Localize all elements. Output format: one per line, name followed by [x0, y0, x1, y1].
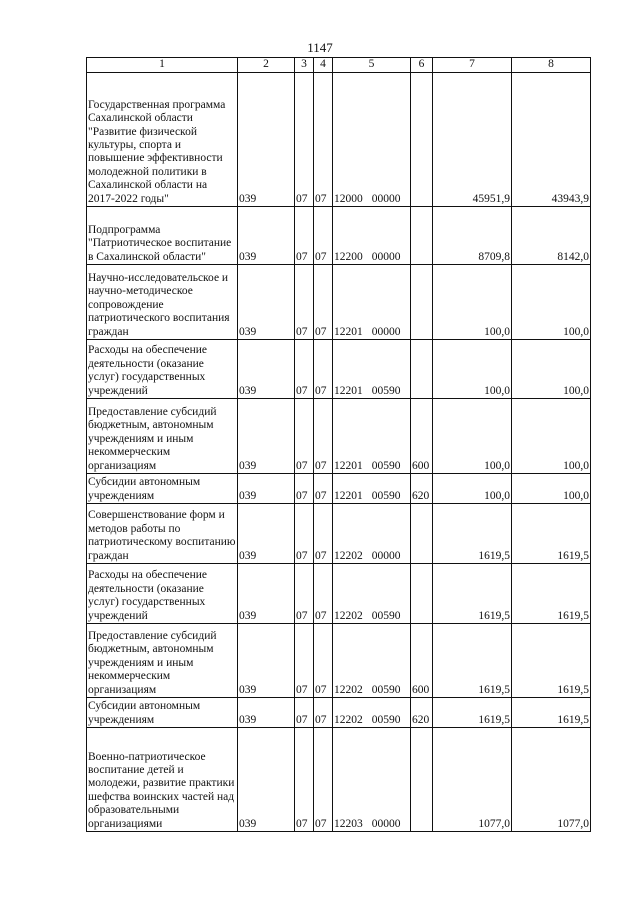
vr-code — [411, 207, 433, 265]
column-header: 6 — [411, 58, 433, 73]
csr-code: 12201 00590 — [333, 399, 411, 474]
ved-code: 039 — [238, 474, 295, 504]
vr-code — [411, 504, 433, 564]
csr-code: 12200 00000 — [333, 207, 411, 265]
razdel-code: 07 — [295, 265, 314, 340]
razdel-code: 07 — [295, 564, 314, 624]
razdel-code: 07 — [295, 624, 314, 698]
podrazdel-code: 07 — [314, 474, 333, 504]
row-name: Государственная программа Сахалинской области "Развитие физической культуры, спорта и повышение эффективности молодежной политики в Сахалинской области на 2017-2022 годы" — [87, 73, 238, 207]
amount-col8: 1077,0 — [512, 728, 591, 832]
amount-col8: 100,0 — [512, 474, 591, 504]
csr-code: 12202 00590 — [333, 564, 411, 624]
podrazdel-code: 07 — [314, 564, 333, 624]
column-header: 1 — [87, 58, 238, 73]
amount-col7: 100,0 — [433, 340, 512, 399]
ved-code: 039 — [238, 265, 295, 340]
razdel-code: 07 — [295, 698, 314, 728]
csr-code: 12202 00000 — [333, 504, 411, 564]
table-row — [87, 698, 591, 728]
row-name: Научно-исследовательское и научно-методическое сопровождение патриотического воспитания граждан — [87, 265, 238, 340]
table-row — [87, 399, 591, 474]
amount-col7: 1619,5 — [433, 624, 512, 698]
row-name: Субсидии автономным учреждениям — [87, 474, 238, 504]
table-row — [87, 474, 591, 504]
vr-code: 600 — [411, 399, 433, 474]
razdel-code: 07 — [295, 728, 314, 832]
table-row — [87, 340, 591, 399]
amount-col8: 1619,5 — [512, 564, 591, 624]
amount-col8: 1619,5 — [512, 624, 591, 698]
razdel-code: 07 — [295, 504, 314, 564]
amount-col7: 1619,5 — [433, 698, 512, 728]
row-name: Совершенствование форм и методов работы по патриотическому воспитанию граждан — [87, 504, 238, 564]
amount-col7: 45951,9 — [433, 73, 512, 207]
column-header: 4 — [314, 58, 333, 73]
ved-code: 039 — [238, 728, 295, 832]
amount-col7: 1077,0 — [433, 728, 512, 832]
razdel-code: 07 — [295, 474, 314, 504]
amount-col7: 1619,5 — [433, 564, 512, 624]
podrazdel-code: 07 — [314, 698, 333, 728]
csr-code: 12201 00590 — [333, 474, 411, 504]
ved-code: 039 — [238, 624, 295, 698]
razdel-code: 07 — [295, 73, 314, 207]
amount-col8: 1619,5 — [512, 504, 591, 564]
amount-col7: 100,0 — [433, 265, 512, 340]
column-header: 8 — [512, 58, 591, 73]
amount-col7: 8709,8 — [433, 207, 512, 265]
razdel-code: 07 — [295, 207, 314, 265]
podrazdel-code: 07 — [314, 399, 333, 474]
table-row — [87, 564, 591, 624]
podrazdel-code: 07 — [314, 728, 333, 832]
vr-code: 620 — [411, 698, 433, 728]
amount-col8: 100,0 — [512, 340, 591, 399]
row-name: Предоставление субсидий бюджетным, автономным учреждениям и иным некоммерческим организациям — [87, 624, 238, 698]
ved-code: 039 — [238, 207, 295, 265]
amount-col8: 8142,0 — [512, 207, 591, 265]
row-name: Расходы на обеспечение деятельности (оказание услуг) государственных учреждений — [87, 340, 238, 399]
csr-code: 12000 00000 — [333, 73, 411, 207]
column-header: 3 — [295, 58, 314, 73]
column-header: 2 — [238, 58, 295, 73]
table-row — [87, 504, 591, 564]
vr-code — [411, 564, 433, 624]
razdel-code: 07 — [295, 340, 314, 399]
csr-code: 12201 00590 — [333, 340, 411, 399]
csr-code: 12202 00590 — [333, 624, 411, 698]
header-row — [87, 58, 591, 73]
table-row — [87, 73, 591, 207]
ved-code: 039 — [238, 504, 295, 564]
amount-col8: 43943,9 — [512, 73, 591, 207]
csr-code: 12201 00000 — [333, 265, 411, 340]
row-name: Предоставление субсидий бюджетным, автономным учреждениям и иным некоммерческим организациям — [87, 399, 238, 474]
vr-code: 620 — [411, 474, 433, 504]
podrazdel-code: 07 — [314, 504, 333, 564]
row-name: Расходы на обеспечение деятельности (оказание услуг) государственных учреждений — [87, 564, 238, 624]
vr-code — [411, 265, 433, 340]
ved-code: 039 — [238, 340, 295, 399]
csr-code: 12202 00590 — [333, 698, 411, 728]
amount-col8: 100,0 — [512, 399, 591, 474]
column-header: 5 — [333, 58, 411, 73]
page-number: 1147 — [307, 40, 333, 55]
vr-code: 600 — [411, 624, 433, 698]
table-row — [87, 624, 591, 698]
amount-col8: 1619,5 — [512, 698, 591, 728]
podrazdel-code: 07 — [314, 340, 333, 399]
vr-code — [411, 728, 433, 832]
amount-col7: 100,0 — [433, 474, 512, 504]
ved-code: 039 — [238, 564, 295, 624]
podrazdel-code: 07 — [314, 207, 333, 265]
amount-col7: 1619,5 — [433, 504, 512, 564]
amount-col8: 100,0 — [512, 265, 591, 340]
podrazdel-code: 07 — [314, 265, 333, 340]
table-row — [87, 207, 591, 265]
amount-col7: 100,0 — [433, 399, 512, 474]
razdel-code: 07 — [295, 399, 314, 474]
table-row — [87, 728, 591, 832]
ved-code: 039 — [238, 73, 295, 207]
row-name: Подпрограмма "Патриотическое воспитание в Сахалинской области" — [87, 207, 238, 265]
row-name: Субсидии автономным учреждениям — [87, 698, 238, 728]
budget-table — [86, 57, 591, 832]
row-name: Военно-патриотическое воспитание детей и молодежи, развитие практики шефства воинских частей над образовательными организациями — [87, 728, 238, 832]
ved-code: 039 — [238, 399, 295, 474]
podrazdel-code: 07 — [314, 624, 333, 698]
vr-code — [411, 73, 433, 207]
vr-code — [411, 340, 433, 399]
ved-code: 039 — [238, 698, 295, 728]
podrazdel-code: 07 — [314, 73, 333, 207]
csr-code: 12203 00000 — [333, 728, 411, 832]
table-row — [87, 265, 591, 340]
column-header: 7 — [433, 58, 512, 73]
